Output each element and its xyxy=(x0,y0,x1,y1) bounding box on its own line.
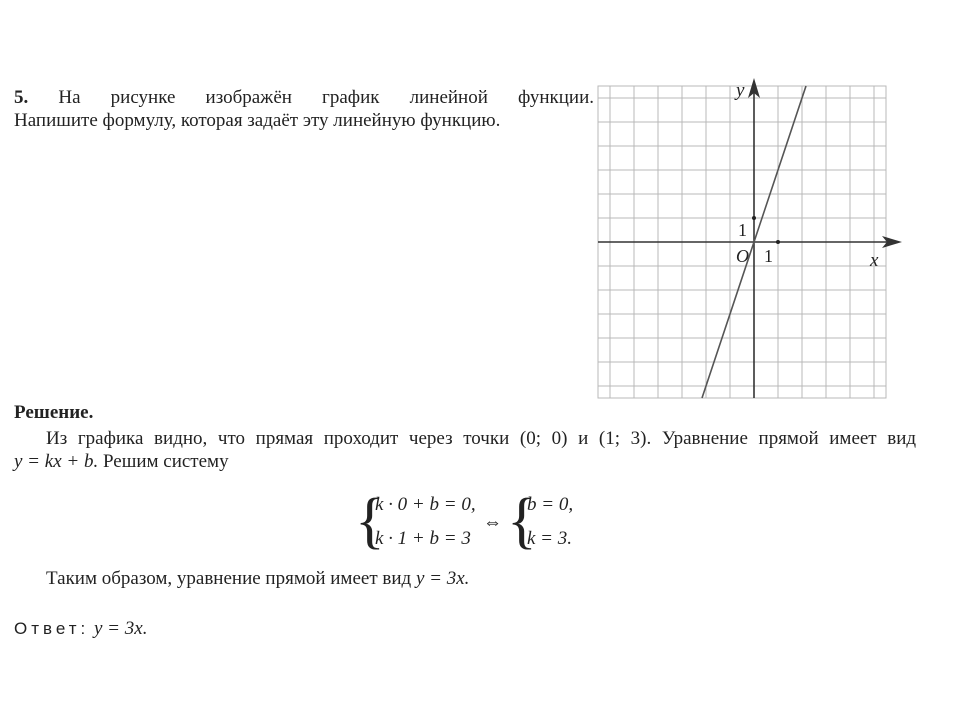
function-graph xyxy=(600,80,910,394)
point-2: (1; 3). xyxy=(598,428,652,449)
system-right-eq-1: b = 0, xyxy=(527,494,574,515)
solution-line-2: y = kx + b. Решим систему xyxy=(14,451,229,472)
solution-line-1: Из графика видно, что прямая проходит через точки (0; 0) и (1; 3). Уравнение прямой имеет вид xyxy=(46,428,917,449)
answer-label: Ответ: xyxy=(14,619,90,638)
x-axis-label: x xyxy=(870,250,879,271)
axes xyxy=(598,78,902,398)
general-equation: y = kx + b. xyxy=(14,451,99,472)
conclusion: Таким образом, уравнение прямой имеет вид y = 3x. xyxy=(46,568,470,589)
problem-number: 5. xyxy=(14,87,29,108)
equation-system xyxy=(355,488,615,558)
solution-heading: Решение. xyxy=(14,402,94,423)
x-unit-tick xyxy=(776,240,780,244)
system-left-eq-2: k · 1 + b = 3 xyxy=(375,528,471,549)
right-brace: { xyxy=(507,487,537,555)
answer-value: y = 3x. xyxy=(94,618,148,639)
origin-label: O xyxy=(736,246,749,266)
left-brace: { xyxy=(355,487,385,555)
problem-line-2: Напишите формулу, которая задаёт эту линейную функцию. xyxy=(14,110,501,131)
conclusion-equation: y = 3x. xyxy=(415,568,470,589)
system-right-eq-2: k = 3. xyxy=(527,528,573,549)
y-unit-label: 1 xyxy=(738,220,747,240)
y-axis-label: y xyxy=(736,80,745,101)
problem-line-1: 5. На рисунке изображён график линейной функции. xyxy=(14,87,595,108)
solution-text xyxy=(14,427,916,473)
y-unit-tick xyxy=(752,216,756,220)
x-unit-label: 1 xyxy=(764,246,773,266)
point-1: (0; 0) xyxy=(519,428,568,449)
answer xyxy=(14,618,147,640)
equivalence-symbol: ⇔ xyxy=(483,512,502,533)
problem-statement xyxy=(14,86,594,132)
system-left-eq-1: k · 0 + b = 0, xyxy=(375,494,476,515)
